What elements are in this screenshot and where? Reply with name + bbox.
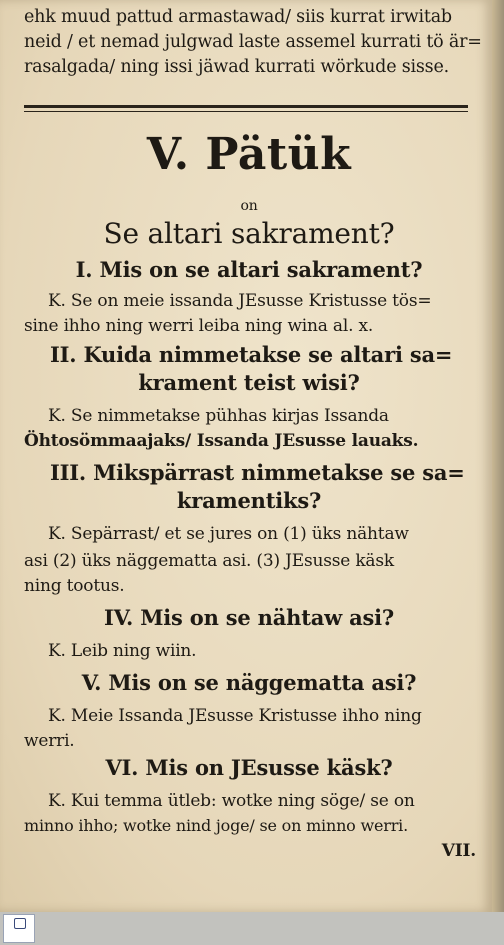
answer-line: K. Se on meie issanda JEsusse Kristusse tös= [48, 291, 432, 311]
chapter-title: V. Pätük [146, 129, 352, 180]
text-line: neid / et nemad julgwad laste assemel kurrati tö är= [24, 32, 482, 52]
answer-line: asi (2) üks näggematta asi. (3) JEsusse käsk [24, 551, 394, 571]
question-heading: V. Mis on se näggematta asi? [81, 670, 417, 695]
answer-line: K. Kui temma ütleb: wotke ning söge/ se on [48, 791, 415, 811]
question-heading: IV. Mis on se nähtaw asi? [103, 605, 395, 630]
page-edge [492, 0, 504, 912]
answer-line: minno ihho; wotke nind joge/ se on minno werri. [24, 816, 408, 835]
question-heading: II. Kuida nimmetakse se altari sa= [50, 342, 453, 367]
question-heading: krament teist wisi? [138, 370, 360, 395]
question-heading: I. Mis on se altari sakrament? [75, 257, 423, 282]
answer-line: K. Sepärrast/ et se jures on (1) üks nähtaw [48, 524, 409, 544]
answer-line: sine ihho ning werri leiba ning wina al. x. [24, 316, 374, 336]
question-heading: III. Mikspärrast nimmetakse se sa= [50, 460, 465, 485]
answer-line: werri. [24, 731, 75, 751]
chapter-on: on [240, 198, 258, 214]
text-line: rasalgada/ ning issi jäwad kurrati wörkude sisse. [24, 57, 449, 77]
chapter-subtitle: Se altari sakrament? [103, 217, 395, 250]
question-heading: kramentiks? [176, 488, 322, 513]
answer-line: K. Se nimmetakse pühhas kirjas Issanda [48, 406, 389, 426]
answer-line: ning tootus. [24, 576, 125, 596]
bottom-strip [0, 912, 504, 945]
library-logo-icon [3, 914, 35, 943]
answer-line: K. Meie Issanda JEsusse Kristusse ihho ning [48, 706, 422, 726]
question-heading: VI. Mis on JEsusse käsk? [105, 755, 393, 780]
section-rule-thin [24, 111, 468, 112]
answer-line: Öhtosömmaajaks/ Issanda JEsusse lauaks. [24, 431, 419, 451]
answer-line: K. Leib ning wiin. [48, 641, 197, 661]
catchword: VII. [441, 841, 476, 861]
section-rule [24, 105, 468, 108]
text-line: ehk muud pattud armastawad/ siis kurrat irwitab [24, 7, 452, 27]
